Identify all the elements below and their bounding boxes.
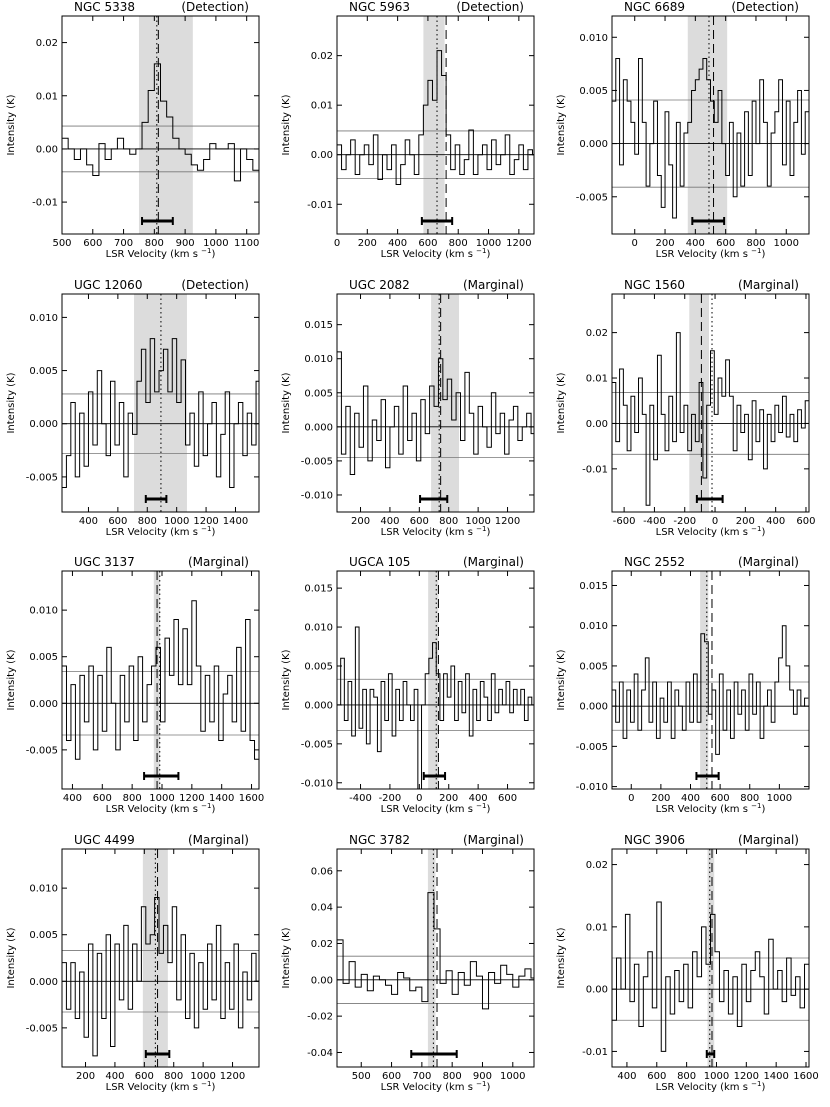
detection-status-label: (Detection) [181,0,249,14]
y-tick-label: 0.02 [585,328,608,340]
y-axis-label: Intensity (K) [556,927,567,989]
y-tick-label: -0.005 [25,472,58,484]
y-axis-label: Intensity (K) [6,372,17,434]
x-tick-label: 600 [134,1071,154,1082]
x-tick-label: 1000 [766,793,793,804]
y-axis-label: Intensity (K) [6,927,17,989]
plot-area [612,571,809,789]
x-tick-label: 600 [716,238,736,249]
y-tick-label: 0.00 [310,975,333,987]
detection-status-label: (Detection) [731,0,799,14]
x-tick-label: -400 [643,516,666,527]
galaxy-name-title: NGC 5963 [349,0,411,14]
x-tick-label: -200 [673,516,697,527]
x-axis-label: LSR Velocity (km s $^{-1}$) [655,525,766,538]
x-tick-label: 1100 [233,238,260,249]
x-tick-label: -400 [349,793,372,804]
y-tick-label: -0.01 [32,197,58,209]
x-tick-label: 200 [350,516,371,527]
y-tick-label: -0.02 [307,1011,333,1023]
x-tick-label: 800 [448,238,468,249]
x-tick-label: -600 [612,516,636,527]
plot-area [62,849,260,1067]
y-tick-label: 0.005 [304,661,333,673]
plot-frame [612,571,809,789]
y-axis-label: Intensity (K) [556,649,567,711]
y-tick-label: 0.005 [579,661,608,673]
y-tick-label: -0.010 [300,778,333,790]
y-tick-label: 0.02 [35,38,58,50]
plot-area [62,16,265,234]
x-tick-label: 600 [710,793,730,804]
velocity-range-shade [139,16,193,234]
y-tick-label: 0.015 [304,583,333,595]
y-axis-label: Intensity (K) [6,649,17,711]
chart-panel [556,278,816,538]
x-tick-label: 200 [735,516,755,527]
detection-status-label: (Marginal) [462,278,524,292]
x-tick-label: 1000 [163,516,190,527]
x-tick-label: 400 [680,793,701,804]
detection-status-label: (Detection) [456,0,524,14]
x-tick-label: 1200 [506,238,532,249]
x-tick-label: 0 [416,793,423,804]
galaxy-name-title: NGC 3782 [349,833,411,847]
y-tick-label: -0.01 [582,1046,608,1058]
y-tick-label: 0.01 [310,100,333,112]
spectrum-line [612,333,809,506]
y-tick-label: 0.02 [310,51,333,63]
y-tick-label: 0.010 [304,622,333,634]
y-tick-label: -0.005 [575,741,608,753]
y-axis-label: Intensity (K) [281,649,292,711]
x-tick-label: 800 [144,238,164,249]
y-tick-label: 0.00 [35,144,58,156]
y-tick-label: 0.005 [579,85,608,97]
galaxy-name-title: NGC 1560 [624,278,686,292]
y-tick-label: 0.005 [29,652,58,664]
chart-panel [6,278,260,538]
x-tick-label: 400 [617,1071,637,1082]
x-tick-label: 700 [114,238,134,249]
plot-area [62,294,260,512]
y-tick-label: -0.01 [582,464,608,476]
y-tick-label: 0.015 [304,320,333,332]
y-tick-label: 0.015 [579,580,608,592]
x-axis-label: LSR Velocity (km s $^{-1}$) [655,247,766,260]
x-tick-label: 1400 [222,516,249,527]
x-tick-label: 1200 [494,516,521,527]
y-tick-label: -0.005 [25,1023,58,1035]
y-tick-label: 0.01 [35,91,58,103]
plot-area [337,571,535,791]
x-tick-label: 1000 [203,238,229,249]
x-tick-label: 1200 [733,1071,760,1082]
y-tick-label: -0.01 [307,199,333,211]
y-tick-label: 0.000 [29,419,58,431]
y-tick-label: 0.010 [304,354,333,366]
x-tick-label: 1400 [208,793,235,804]
x-tick-label: 800 [677,1071,697,1082]
x-axis-label: LSR Velocity (km s $^{-1}$) [380,525,491,538]
y-tick-label: 0.000 [29,698,58,710]
galaxy-name-title: NGC 5338 [74,0,136,14]
y-tick-label: -0.005 [300,456,333,468]
x-tick-label: 900 [175,238,195,249]
chart-panel [6,833,260,1093]
chart-panel [281,278,535,538]
x-tick-label: 400 [380,516,400,527]
x-tick-label: 600 [108,516,128,527]
x-tick-label: 800 [746,238,766,249]
x-axis-label: LSR Velocity (km s $^{-1}$) [655,802,766,815]
x-axis-label: LSR Velocity (km s $^{-1}$) [105,247,216,260]
x-tick-label: 800 [439,516,459,527]
y-tick-label: 0.010 [29,312,58,324]
galaxy-name-title: UGC 3137 [74,555,135,569]
detection-status-label: (Marginal) [187,833,249,847]
x-tick-label: -200 [378,793,402,804]
y-tick-label: 0.000 [304,422,333,434]
detection-status-label: (Marginal) [462,833,524,847]
chart-panel [6,0,265,260]
x-axis-label: LSR Velocity (km s $^{-1}$) [380,1080,491,1093]
plot-area [337,849,537,1067]
y-tick-label: 0.010 [29,605,58,617]
plot-area [337,294,535,512]
y-tick-label: 0.01 [585,922,608,934]
velocity-range-shade [423,16,444,234]
x-tick-label: 500 [351,1071,371,1082]
x-tick-label: 600 [647,1071,667,1082]
x-tick-label: 400 [468,793,488,804]
x-axis-label: LSR Velocity (km s $^{-1}$) [105,802,216,815]
y-tick-label: 0.000 [579,701,608,713]
y-tick-label: -0.04 [307,1047,333,1059]
x-tick-label: 1000 [703,1071,730,1082]
chart-panel [556,0,809,260]
y-tick-label: 0.00 [310,150,333,162]
y-tick-label: 0.02 [585,860,608,872]
y-tick-label: -0.005 [25,745,58,757]
galaxy-name-title: UGC 12060 [74,278,143,292]
spectrum-line [612,626,808,755]
y-tick-label: 0.010 [579,32,608,44]
galaxy-name-title: NGC 2552 [624,555,686,569]
x-tick-label: 1600 [238,793,265,804]
x-tick-label: 600 [382,1071,402,1082]
y-tick-label: 0.000 [29,976,58,988]
x-tick-label: 800 [442,1071,462,1082]
chart-panel [556,555,809,815]
y-axis-label: Intensity (K) [281,372,292,434]
x-tick-label: 1000 [500,1071,526,1082]
x-tick-label: 800 [137,516,157,527]
x-axis-label: LSR Velocity (km s $^{-1}$) [655,1080,766,1093]
x-tick-label: 1200 [193,516,219,527]
x-axis-label: LSR Velocity (km s $^{-1}$) [380,247,491,260]
plot-area [612,294,809,512]
y-tick-label: 0.04 [310,902,333,914]
y-tick-label: 0.010 [29,883,58,895]
detection-status-label: (Marginal) [737,555,799,569]
x-tick-label: 400 [766,516,786,527]
galaxy-name-title: UGC 4499 [74,833,135,847]
x-tick-label: 1200 [179,793,205,804]
galaxy-name-title: UGC 2082 [349,278,410,292]
galaxy-name-title: NGC 3906 [624,833,686,847]
y-axis-label: Intensity (K) [281,94,292,156]
y-axis-label: Intensity (K) [556,372,567,434]
galaxy-name-title: UGCA 105 [349,555,411,569]
x-axis-label: LSR Velocity (km s $^{-1}$) [105,1080,216,1093]
detection-status-label: (Marginal) [187,555,249,569]
x-tick-label: 200 [655,238,675,249]
x-tick-label: 200 [651,793,671,804]
x-tick-label: 1000 [149,793,175,804]
x-tick-label: 400 [388,238,408,249]
x-tick-label: 400 [62,793,82,804]
y-tick-label: 0.01 [585,373,608,385]
x-tick-label: 800 [122,793,142,804]
x-tick-label: 600 [409,516,429,527]
x-tick-label: 0 [631,238,638,249]
y-tick-label: 0.005 [29,366,58,378]
x-tick-label: 1400 [763,1071,789,1082]
plot-area [612,16,809,234]
y-tick-label: 0.00 [585,984,608,996]
x-tick-label: 600 [796,516,816,527]
plot-area [337,16,537,234]
y-tick-label: 0.005 [304,388,333,400]
velocity-range-shade [428,849,436,1067]
x-axis-label: LSR Velocity (km s $^{-1}$) [105,525,216,538]
y-axis-label: Intensity (K) [6,94,17,156]
x-tick-label: 1600 [793,1071,819,1082]
x-tick-label: 0 [711,516,719,527]
x-tick-label: 600 [92,793,112,804]
x-tick-label: 900 [472,1071,493,1082]
x-tick-label: 1200 [219,1071,246,1082]
detection-status-label: (Marginal) [737,278,799,292]
y-tick-label: 0.000 [579,139,608,151]
chart-panel [556,833,819,1093]
x-tick-label: 1000 [475,238,502,249]
detection-status-label: (Marginal) [737,833,799,847]
velocity-range-shade [428,571,438,789]
velocity-range-shade [431,294,459,512]
y-axis-label: Intensity (K) [281,927,292,989]
y-tick-label: 0.02 [310,938,333,950]
x-tick-label: 200 [439,793,459,804]
chart-panel [281,0,537,260]
detection-status-label: (Detection) [181,278,249,292]
x-tick-label: 0 [628,793,635,804]
x-tick-label: 1000 [190,1071,216,1082]
chart-panel [281,555,535,815]
x-tick-label: 1000 [465,516,491,527]
y-tick-label: -0.005 [575,192,608,204]
x-tick-label: 200 [75,1071,96,1082]
x-tick-label: 200 [357,238,377,249]
spectrum-line [62,601,259,759]
y-tick-label: 0.00 [585,418,608,430]
y-tick-label: 0.005 [29,930,58,942]
y-tick-label: 0.06 [310,866,333,878]
x-axis-label: LSR Velocity (km s $^{-1}$) [380,802,491,815]
y-tick-label: -0.010 [300,490,333,502]
chart-panel [281,833,537,1093]
x-tick-label: 700 [412,1071,432,1082]
x-tick-label: 800 [740,793,760,804]
x-tick-label: 400 [105,1071,125,1082]
x-tick-label: 500 [52,238,72,249]
x-tick-label: 600 [418,238,438,249]
x-tick-label: 800 [164,1071,184,1082]
chart-panel [6,555,264,815]
y-tick-label: 0.000 [304,700,333,712]
y-tick-label: -0.005 [300,739,333,751]
galaxy-name-title: NGC 6689 [624,0,686,14]
detection-status-label: (Marginal) [462,555,524,569]
plot-area [62,571,259,789]
x-tick-label: 1000 [773,238,799,249]
y-axis-label: Intensity (K) [556,94,567,156]
velocity-range-shade [688,16,727,234]
x-tick-label: 600 [83,238,103,249]
x-tick-label: 600 [497,793,518,804]
x-tick-label: 400 [685,238,705,249]
plot-area [612,849,809,1067]
y-tick-label: -0.010 [575,782,608,794]
y-tick-label: 0.010 [579,621,608,633]
x-tick-label: 400 [78,516,99,527]
x-tick-label: 0 [333,238,341,249]
